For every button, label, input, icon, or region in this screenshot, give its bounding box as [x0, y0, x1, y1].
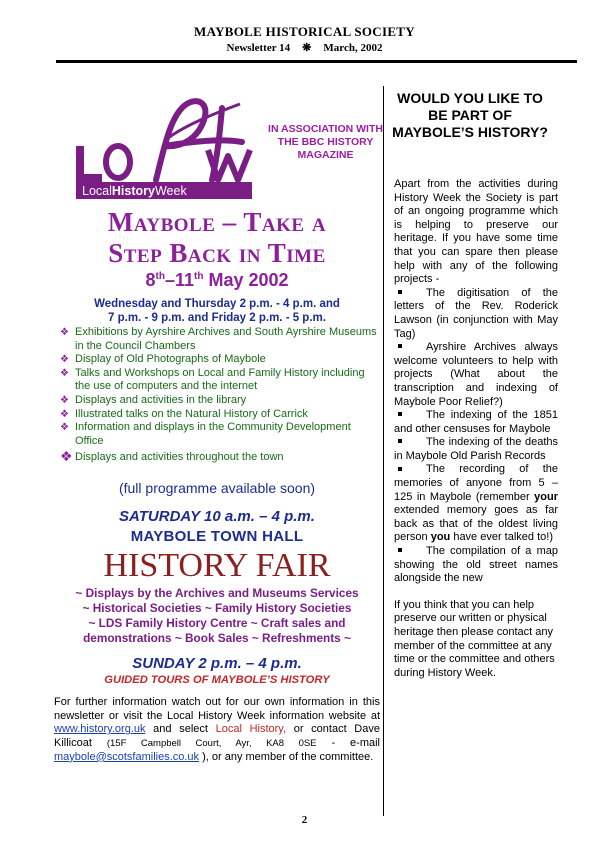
event-title-line2: Step Back in Time: [108, 238, 326, 268]
newsletter-masthead: MAYBOLE HISTORICAL SOCIETY: [194, 24, 415, 39]
event-times-line2: 7 p.m. - 9 p.m. and Friday 2 p.m. - 5 p.m.: [108, 312, 326, 324]
fair-details-line: ~ Displays by the Archives and Museums Services: [75, 586, 359, 600]
issue-number: Newsletter 14: [226, 42, 291, 54]
list-item-text: Displays and activities throughout the town: [75, 451, 284, 464]
further-text: - e-mail: [316, 737, 381, 750]
logo-banner-local: Local: [82, 184, 112, 198]
list-item-text: Ayrshire Archives always welcome volunteers to help with projects (What about the transcription and indexing of Maybole Poor Relief?): [394, 341, 558, 408]
further-text: or contact Dave Killicoat: [54, 723, 380, 750]
full-programme-note: (full programme available soon): [118, 480, 316, 496]
volunteer-heading: WOULD YOU LIKE TO BE PART OF MAYBOLE’S HISTORY?: [392, 90, 548, 140]
further-information-paragraph: [54, 696, 380, 765]
diamond-bullet-icon: ❖: [60, 327, 69, 338]
issue-date: March, 2002: [323, 42, 383, 54]
event-list: [58, 326, 378, 465]
contact-email-link[interactable]: maybole@scotsfamilies.co.uk: [54, 750, 200, 763]
list-item: [394, 341, 558, 409]
list-item-text: Talks and Workshops on Local and Family History including the use of computers and the internet: [75, 366, 365, 393]
list-item: [58, 448, 378, 465]
list-item-text: The recording of the memories of anyone from 5 – 125 in Maybole (remember: [394, 463, 558, 503]
newsletter-issue-line: [0, 41, 609, 54]
emphasis-you: you: [430, 531, 451, 544]
volunteer-intro: Apart from the activities during History Week the Society is part of an ongoing programme which is helping to preserve our heritage. If you have some time that you can spare then please help with any of the following projects -: [394, 178, 558, 286]
diamond-bullet-icon: ❖: [60, 422, 69, 434]
list-item: [394, 409, 558, 436]
list-item-text: Displays and activities in the library: [75, 393, 247, 406]
sunday-times: SUNDAY 2 p.m. – 4 p.m.: [132, 655, 302, 672]
list-item: [58, 326, 378, 353]
list-item: [58, 353, 378, 367]
bbc-association-note: IN ASSOCIATION WITH THE BBC HISTORY MAGAZINE: [268, 123, 383, 161]
date-month-year: May 2002: [203, 270, 289, 290]
square-bullet-icon: [398, 548, 402, 552]
list-item-text: Display of Old Photographs of Maybole: [75, 353, 266, 366]
date-end: –11: [164, 270, 194, 290]
square-bullet-icon: [398, 290, 402, 294]
list-item-text: Exhibitions by Ayrshire Archives and South Ayrshire Museums in the Council Chambers: [75, 326, 377, 352]
event-title-line1: Maybole – Take a: [107, 207, 327, 237]
square-bullet-icon: [398, 412, 402, 416]
list-item-text: Illustrated talks on the Natural History of Carrick: [75, 407, 308, 420]
local-history-option: Local History,: [215, 723, 287, 736]
further-text: and select: [145, 723, 216, 736]
diamond-bullet-icon: ❖: [60, 448, 73, 465]
list-item: [394, 436, 558, 463]
event-times-line1: Wednesday and Thursday 2 p.m. - 4 p.m. and: [94, 298, 340, 310]
contact-address: (15F Campbell Court, Ayr, KA8 0SE: [106, 738, 317, 750]
list-item-text: Information and displays in the Community Development Office: [75, 421, 351, 447]
list-item-text: The compilation of a map showing the old street names alongside the new: [394, 545, 558, 585]
fair-details-line: demonstrations ~ Book Sales ~ Refreshments ~: [83, 631, 351, 645]
diamond-bullet-icon: ❖: [60, 408, 69, 420]
list-item: [394, 545, 558, 586]
list-item: [58, 394, 378, 408]
event-times: [56, 297, 378, 325]
saturday-times: SATURDAY 10 a.m. – 4 p.m.: [119, 508, 315, 525]
diamond-bullet-icon: ❖: [60, 394, 69, 406]
guided-tours-heading: GUIDED TOURS OF MAYBOLE’S HISTORY: [104, 674, 330, 686]
square-bullet-icon: [398, 439, 402, 443]
event-dates: [56, 270, 378, 291]
list-item-text: have ever talked to!): [450, 531, 553, 544]
date-end-suffix: th: [194, 271, 204, 282]
list-item-text: The indexing of the 1851 and other censuses for Maybole: [394, 409, 558, 435]
diamond-bullet-icon: ❖: [60, 367, 69, 379]
fair-details: [48, 586, 386, 646]
volunteer-closing: If you think that you can help preserve our written or physical heritage then please contact any member of the committee at any time or the committee and others during History Week.: [394, 598, 555, 679]
volunteer-section: [394, 178, 558, 680]
history-fair-heading: HISTORY FAIR: [103, 547, 331, 584]
further-text: ), or any member of the committee.: [199, 750, 374, 763]
history-website-link[interactable]: www.history.org.uk: [54, 723, 146, 736]
logo-banner-history: History: [111, 184, 155, 198]
further-text: For further information watch out for our own information in this newsletter or visit the Local History Week information website at: [54, 696, 380, 722]
fair-details-line: ~ LDS Family History Centre ~ Craft sales and: [88, 616, 346, 630]
list-item: [394, 287, 558, 341]
list-item: [58, 421, 378, 448]
local-history-week-logo: [72, 98, 272, 200]
square-bullet-icon: [398, 467, 402, 471]
svg-text:LocalHistoryWeek: [82, 184, 187, 198]
list-item: [58, 367, 378, 394]
date-start: 8: [145, 270, 156, 290]
diamond-bullet-icon: ❖: [60, 354, 69, 366]
list-item: [394, 463, 558, 545]
date-start-suffix: th: [155, 271, 165, 282]
venue-title: MAYBOLE TOWN HALL: [130, 528, 304, 545]
flower-separator-icon: ❋: [302, 42, 312, 54]
event-title: [56, 207, 378, 269]
list-item-text: The digitisation of the letters of the Rev. Roderick Lawson (in conjunction with May Tag): [394, 286, 558, 340]
logo-banner-week: Week: [154, 184, 187, 198]
list-item-text: extended memory goes as far back as that of the oldest living person: [394, 504, 558, 544]
square-bullet-icon: [398, 344, 402, 348]
header-divider: [56, 60, 577, 63]
column-divider: [383, 86, 384, 816]
fair-details-line: ~ Historical Societies ~ Family History Societies: [82, 601, 352, 615]
list-item: [58, 408, 378, 422]
emphasis-your: your: [534, 490, 558, 503]
page-number: 2: [301, 814, 308, 826]
list-item-text: The indexing of the deaths in Maybole Old Parish Records: [394, 436, 558, 462]
project-list: [394, 287, 558, 586]
